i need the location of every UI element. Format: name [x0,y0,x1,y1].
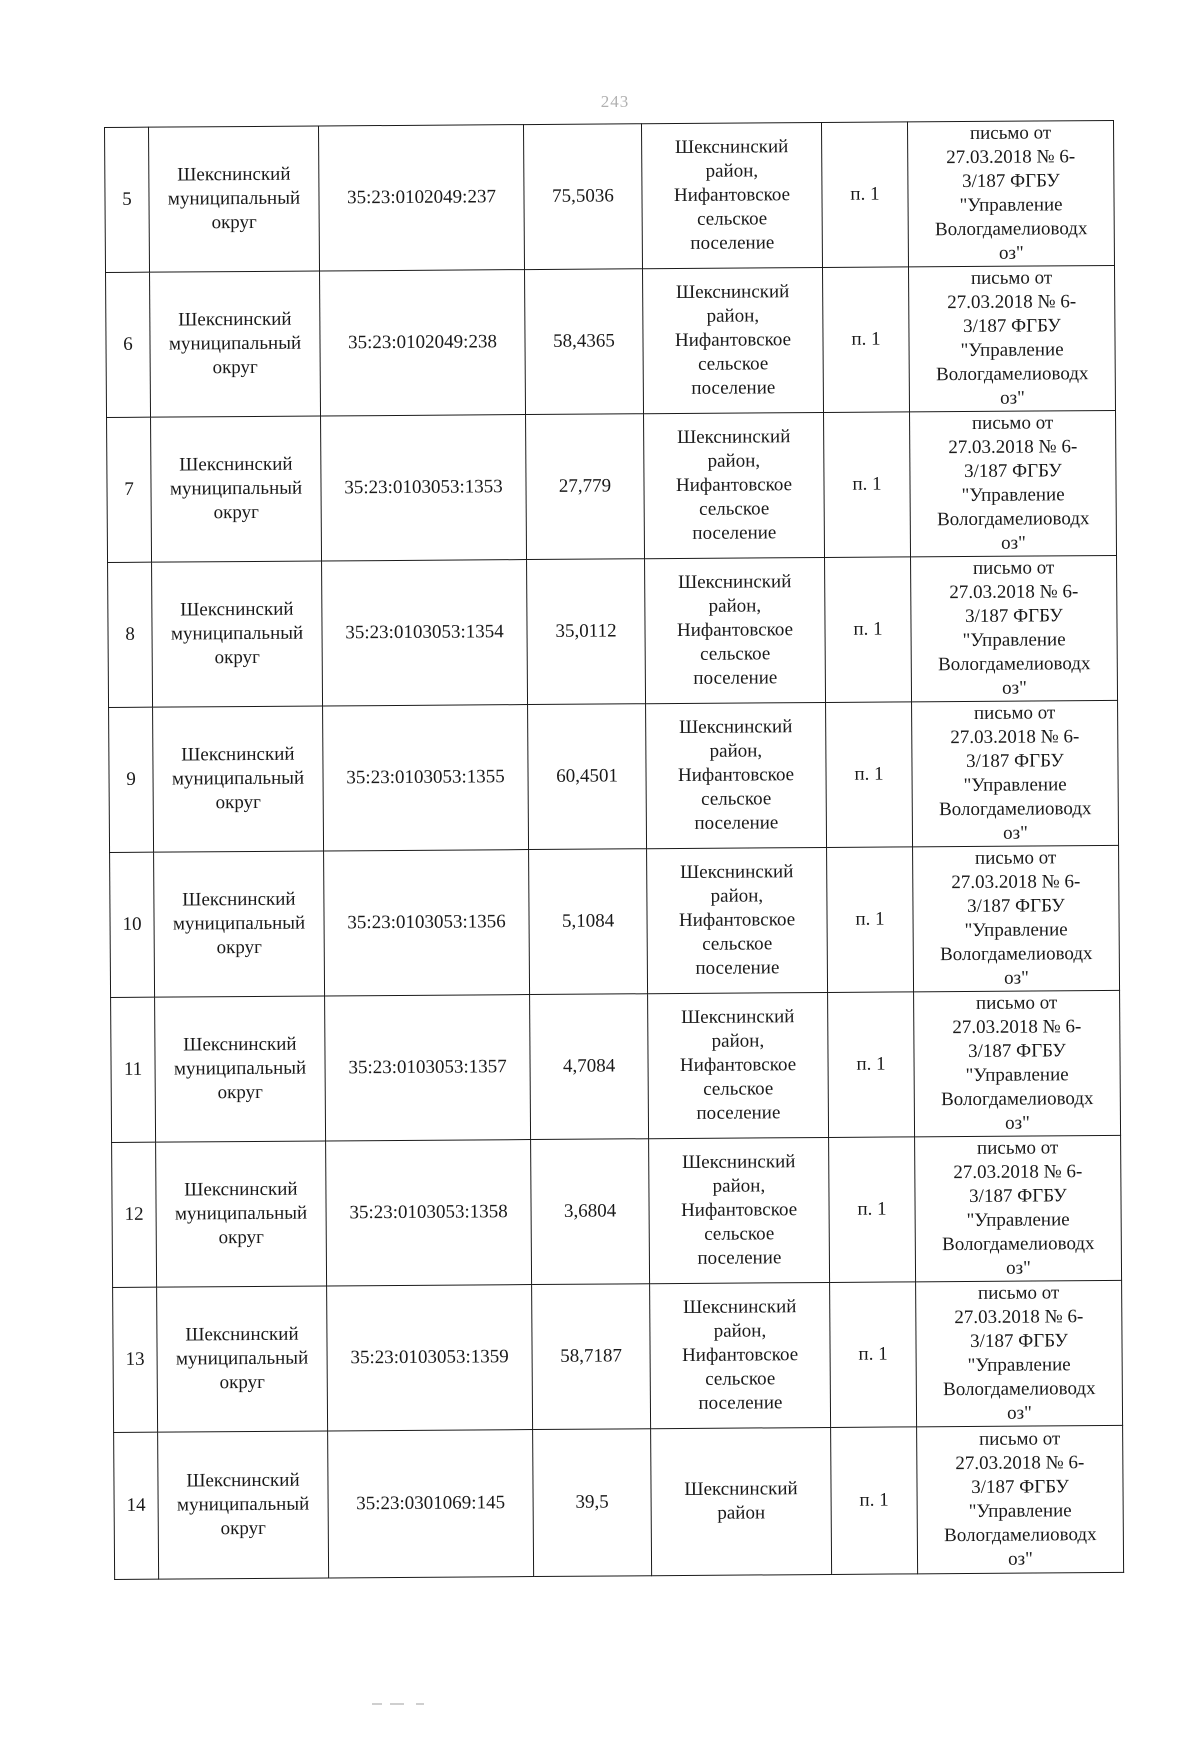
municipality-cell-line: округ [218,1226,264,1249]
document-cell-line: 27.03.2018 № 6- [951,871,1081,894]
document-cell-line: "Управление [963,774,1067,797]
location-cell-line: поселение [693,667,778,689]
document-cell-line: 27.03.2018 № 6- [954,1306,1084,1329]
municipality-cell-line: Шекснинский [186,1469,300,1492]
land-plots-table [104,120,1124,1580]
location-cell-line: поселение [690,232,775,254]
document-cell-line: оз" [998,242,1024,264]
document-cell-line: "Управление [968,1500,1072,1522]
cadastral-number-cell: 35:23:0103053:1354 [322,560,528,706]
location-cell-line: район, [708,595,762,617]
location-cell-line: сельское [702,933,773,955]
municipality-cell-line: муниципальный [174,1202,308,1225]
basis-cell: п. 1 [826,702,913,848]
page-number: 243 [600,92,630,111]
document-cell-line: оз" [1007,1402,1032,1424]
area-cell: 60,4501 [528,704,647,850]
document-cell-line: письмо от [969,122,1052,144]
location-cell [651,1427,832,1575]
municipality-cell-line: Шекснинский [182,888,296,911]
document-cell-line: оз" [1004,967,1029,989]
table-row [113,1280,1123,1432]
area-cell: 58,7187 [532,1284,651,1430]
document-cell-line: 27.03.2018 № 6- [947,291,1077,314]
municipality-cell-line: Шекснинский [177,163,291,186]
basis-cell: п. 1 [822,267,909,413]
municipality-cell-line: муниципальный [173,1057,307,1080]
location-cell-line: поселение [692,522,777,544]
municipality-cell-line: округ [215,791,261,814]
location-cell-line: Шекснинский [676,426,791,449]
location-cell [650,1282,831,1428]
document-cell-line: письмо от [977,1282,1060,1304]
location-cell [647,847,828,993]
municipality-cell-line: муниципальный [171,767,305,790]
municipality-cell-line: Шекснинский [180,598,294,621]
municipality-cell [158,1431,329,1579]
document-cell-line: "Управление [960,339,1064,362]
municipality-cell-line: Шекснинский [178,308,292,331]
table-row [106,265,1116,417]
document-cell-line: 27.03.2018 № 6- [946,146,1076,169]
area-cell: 3,6804 [531,1139,650,1285]
location-cell [644,412,825,558]
cadastral-number-cell: 35:23:0301069:145 [328,1430,534,1578]
document-cell-line: Вологдамелиоводх [936,508,1090,531]
municipality-cell-line: округ [214,646,260,669]
location-cell-line: район, [710,885,764,907]
basis-cell: п. 1 [831,1427,918,1575]
document-cell [917,1425,1124,1573]
municipality-cell [151,416,322,562]
document-cell-line: письмо от [972,557,1055,579]
document-cell [912,700,1119,846]
cadastral-number-cell: 35:23:0103053:1359 [327,1285,533,1431]
document-cell-line: письмо от [970,267,1053,289]
municipality-cell [154,851,325,997]
table-row [111,990,1121,1142]
municipality-cell-line: округ [217,1081,263,1104]
location-cell-line: Шекснинский [681,1006,795,1028]
municipality-cell-line: округ [219,1371,265,1394]
location-cell-line: поселение [691,377,776,399]
location-cell-line: район, [712,1175,766,1197]
row-number-cell: 5 [105,127,150,272]
location-cell [645,557,826,703]
row-number-cell: 8 [108,562,153,707]
municipality-cell-line: Шекснинский [184,1178,298,1201]
document-cell [908,265,1115,411]
location-cell-line: Нифантовское [675,474,793,497]
location-cell-line: сельское [698,353,769,375]
location-cell-line: Нифантовское [673,184,791,207]
area-cell: 35,0112 [527,559,646,705]
area-cell: 58,4365 [525,269,644,415]
document-cell-line: 27.03.2018 № 6- [949,581,1079,604]
table-row [108,555,1118,707]
area-cell: 39,5 [533,1429,652,1577]
location-cell-line: Шекснинский [675,281,790,304]
row-number-cell: 6 [106,272,151,417]
municipality-cell [150,271,321,417]
document-cell-line: 3/187 ФГБУ [965,605,1063,628]
document-cell-line: оз" [1006,1257,1031,1279]
municipality-cell-line: Шекснинский [181,743,295,766]
document-cell-line: оз" [999,387,1025,409]
municipality-cell-line: округ [216,936,262,959]
basis-cell: п. 1 [824,412,911,558]
municipality-cell-line: муниципальный [170,622,304,645]
area-cell: 27,779 [526,414,645,560]
document-cell [913,845,1120,991]
basis-cell: п. 1 [827,847,914,993]
table-row [110,845,1120,997]
document-cell-line: 3/187 ФГБУ [968,1040,1066,1062]
document-cell-line: оз" [1008,1548,1033,1570]
document-cell-line: письмо от [975,992,1058,1014]
table-body [105,120,1124,1579]
cadastral-number-cell: 35:23:0102049:238 [320,270,526,416]
location-cell-line: сельское [701,788,772,810]
document-cell [916,1280,1123,1426]
document-cell-line: письмо от [976,1137,1059,1159]
row-number-cell: 13 [113,1287,158,1432]
municipality-cell [152,561,323,707]
table-row [107,410,1117,562]
location-cell-line: район, [713,1320,767,1342]
location-cell-line: Нифантовское [678,909,796,932]
location-cell-line: сельское [699,498,770,520]
row-number-cell: 14 [114,1432,159,1579]
location-cell-line: Шекснинский [679,861,794,883]
document-cell-line: 3/187 ФГБУ [963,460,1062,483]
cadastral-number-cell: 35:23:0103053:1358 [326,1140,532,1286]
document-cell-line: 3/187 ФГБУ [971,1476,1069,1498]
municipality-cell-line: муниципальный [176,1493,310,1516]
document-cell-line: 27.03.2018 № 6- [948,436,1078,459]
document-cell-line: Вологдамелиоводх [944,1524,1097,1547]
row-number-cell: 10 [110,852,155,997]
document-cell [911,555,1118,701]
document-cell-line: 3/187 ФГБУ [962,315,1061,338]
document-cell-line: Вологдамелиоводх [935,363,1089,386]
municipality-cell [149,126,320,272]
table-row [114,1425,1124,1579]
municipality-cell-line: Шекснинский [179,453,293,476]
document-cell-line: оз" [1001,677,1027,699]
document-cell-line: Вологдамелиоводх [941,1088,1094,1111]
table-row [109,700,1119,852]
municipality-cell-line: округ [213,501,259,524]
location-cell-line: сельское [703,1078,774,1100]
document-cell-line: Вологдамелиоводх [940,943,1093,966]
basis-cell: п. 1 [830,1282,917,1428]
document-cell-line: "Управление [967,1354,1071,1377]
area-cell: 75,5036 [523,124,642,270]
basis-cell: п. 1 [821,122,908,268]
location-cell-line: район, [709,740,763,762]
cadastral-number-cell: 35:23:0103053:1355 [323,705,529,851]
municipality-cell-line: муниципальный [168,332,302,355]
document-cell-line: оз" [1005,1112,1030,1134]
municipality-cell [153,706,324,852]
municipality-cell-line: округ [212,356,258,379]
municipality-cell-line: муниципальный [175,1347,309,1370]
row-number-cell: 11 [111,997,156,1142]
document-cell-line: письмо от [971,412,1054,434]
document-cell-line: письмо от [974,847,1057,869]
location-cell-line: поселение [695,957,780,979]
location-cell-line: Шекснинский [678,716,793,738]
municipality-cell [155,996,326,1142]
location-cell-line: район, [705,160,759,182]
location-cell-line: Нифантовское [676,619,794,642]
location-cell-line: сельское [700,643,771,665]
document-cell-line: письмо от [978,1428,1061,1450]
location-cell-line: сельское [705,1368,776,1390]
location-cell-line: Шекснинский [683,1296,797,1318]
municipality-cell-line: муниципальный [169,477,303,500]
cadastral-number-cell: 35:23:0103053:1356 [324,850,530,996]
location-cell-line: поселение [698,1392,783,1414]
municipality-cell-line: муниципальный [172,912,306,935]
location-cell-line: поселение [697,1247,782,1269]
document-cell-line: оз" [1002,822,1028,844]
basis-cell: п. 1 [825,557,912,703]
document-cell-line: 27.03.2018 № 6- [953,1161,1083,1184]
document-cell-line: 27.03.2018 № 6- [955,1452,1085,1475]
municipality-cell-line: Шекснинский [183,1033,297,1056]
location-cell [641,122,822,268]
location-cell-line: Нифантовское [677,764,795,787]
basis-cell: п. 1 [828,992,915,1138]
document-cell-line: "Управление [959,194,1063,217]
document-cell-line: "Управление [964,919,1068,942]
document-cell-line: Вологдамелиоводх [934,218,1088,241]
location-cell-line: сельское [704,1223,775,1245]
row-number-cell: 7 [107,417,152,562]
cadastral-number-cell: 35:23:0102049:237 [318,125,524,271]
document-cell-line: "Управление [965,1064,1069,1087]
document-cell-line: "Управление [961,484,1065,507]
location-cell-line: Шекснинский [674,136,789,159]
cadastral-number-cell: 35:23:0103053:1353 [321,415,527,561]
location-cell-line: Шекснинский [682,1151,796,1173]
document-cell [910,410,1117,556]
document-cell-line: "Управление [966,1209,1070,1232]
municipality-cell [156,1141,327,1287]
basis-cell: п. 1 [829,1137,916,1283]
scan-artifact [372,1700,492,1710]
document-cell-line: Вологдамелиоводх [943,1378,1096,1401]
location-cell [648,992,829,1138]
location-cell-line: Шекснинский [677,571,792,594]
document-cell [915,1135,1122,1281]
row-number-cell: 12 [112,1142,157,1287]
document-cell-line: 3/187 ФГБУ [967,895,1065,917]
municipality-cell-line: Шекснинский [185,1323,299,1346]
document-cell-line: письмо от [973,702,1056,724]
location-cell-line: сельское [697,208,768,230]
cadastral-number-cell: 35:23:0103053:1357 [325,995,531,1141]
location-cell [646,702,827,848]
area-cell: 5,1084 [529,849,648,995]
document-cell-line: Вологдамелиоводх [942,1233,1095,1256]
document-cell-line: Вологдамелиоводх [938,798,1092,821]
location-cell-line: Нифантовское [680,1199,798,1221]
location-cell-line: Нифантовское [674,329,792,352]
document-cell-line: 3/187 ФГБУ [961,170,1060,193]
row-number-cell: 9 [109,707,154,852]
municipality-cell-line: округ [220,1517,267,1540]
location-cell-line: район [717,1502,766,1524]
location-cell [643,267,824,413]
document-cell-line: 3/187 ФГБУ [970,1330,1068,1352]
municipality-cell-line: округ [211,211,257,234]
table-row [105,120,1115,272]
document-cell-line: 27.03.2018 № 6- [952,1016,1082,1039]
municipality-cell [157,1286,328,1432]
location-cell-line: район, [706,305,760,327]
municipality-cell-line: муниципальный [167,187,301,210]
document-cell [914,990,1121,1136]
area-cell: 4,7084 [530,994,649,1140]
document-cell-line: Вологдамелиоводх [937,653,1091,676]
location-cell [649,1137,830,1283]
table-row [112,1135,1122,1287]
location-cell-line: поселение [696,1102,781,1124]
document-cell [907,120,1114,266]
document-cell-line: "Управление [962,629,1066,652]
location-cell-line: район, [711,1030,765,1052]
document-cell-line: 3/187 ФГБУ [966,750,1064,772]
location-cell-line: Нифантовское [681,1344,799,1366]
document-cell-line: 3/187 ФГБУ [969,1185,1067,1207]
location-cell-line: район, [707,450,761,472]
document-cell-line: 27.03.2018 № 6- [950,726,1080,749]
location-cell-line: Нифантовское [679,1054,797,1077]
location-cell-line: Шекснинский [684,1478,798,1500]
document-cell-line: оз" [1000,532,1026,554]
location-cell-line: поселение [694,812,779,834]
